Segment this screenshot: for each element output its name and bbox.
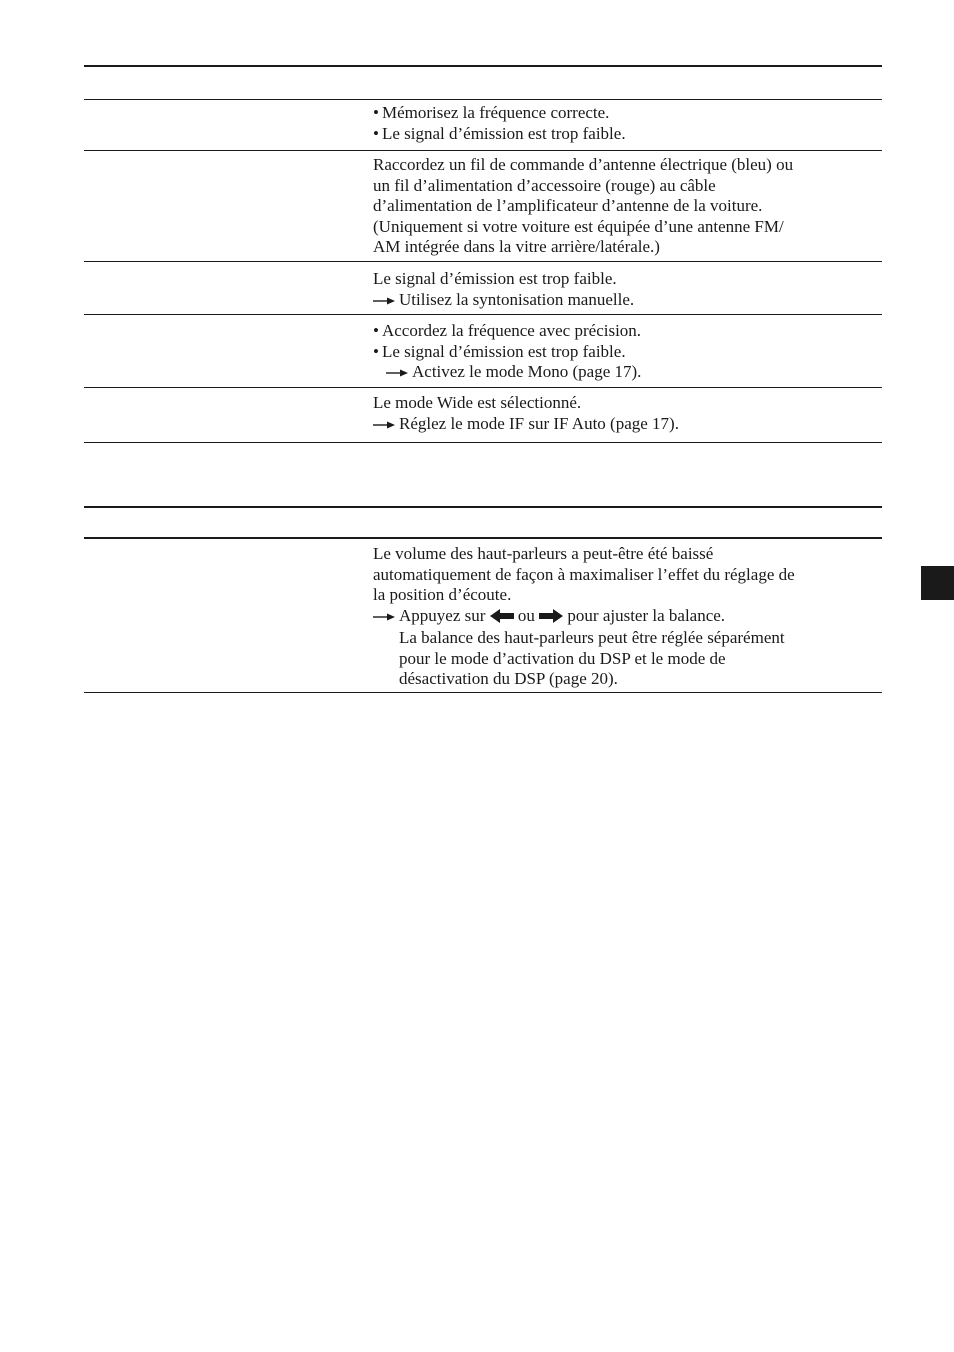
table1-row-3-cell [373,269,878,310]
arrow-line-text: pour ajuster la balance. [567,605,726,625]
arrow-line [373,606,883,629]
text-line: Le mode Wide est sélectionné. [373,393,582,412]
text-line: désactivation du DSP (page 20). [399,669,618,688]
right-arrow-key-icon [539,608,563,629]
text-line: d’alimentation de l’amplificateur d’antenne de la voiture. [373,196,763,215]
left-arrow-key-icon [490,608,514,629]
bullet-line: • Le signal d’émission est trop faible. [373,342,878,363]
arrow-line-text: Activez le mode Mono (page 17). [412,362,642,381]
text-line: pour le mode d’activation du DSP et le mode de [399,648,726,668]
right-arrow-icon [386,362,412,383]
section-thumb-tab [921,566,954,600]
table1-top-rule [84,65,882,67]
table1-row-2-cell [373,155,878,258]
table1-row-1-cell [373,103,878,144]
arrow-line [373,290,878,311]
text-line: la position d’écoute. [373,585,512,604]
arrow-line [373,362,878,383]
right-arrow-icon [373,414,399,435]
text-line: AM intégrée dans la vitre arrière/latérale.) [373,237,660,256]
table1-row-4-cell [373,321,878,383]
table1-row-5-cell [373,393,878,434]
arrow-line-text: Utilisez la syntonisation manuelle. [399,289,635,309]
text-line: Le signal d’émission est trop faible. [373,269,617,288]
bullet-line: • Le signal d’émission est trop faible. [373,124,878,145]
arrow-line-text: Réglez le mode IF sur IF Auto (page 17). [399,413,679,433]
table2-bottom-rule [84,692,882,693]
table1-header-rule [84,99,882,100]
table1-row-divider [84,150,882,151]
text-line: automatiquement de façon à maximaliser l’effet du réglage de [373,564,795,584]
text-line: un fil d’alimentation d’accessoire (rouge) au câble [373,175,716,195]
text-line: Raccordez un fil de commande d’antenne électrique (bleu) ou [373,155,794,174]
table2-top-rule [84,506,882,508]
right-arrow-icon [373,290,399,311]
table2-header-rule [84,537,882,539]
table1-row-divider [84,387,882,388]
bullet-line: • Mémorisez la fréquence correcte. [373,103,878,124]
arrow-line-text: Appuyez sur [399,605,486,625]
table1-row-divider [84,261,882,262]
table2-row-1-cell [373,544,883,690]
right-arrow-icon [373,606,399,627]
text-line: (Uniquement si votre voiture est équipée d’une antenne FM/ [373,216,784,236]
arrow-line [373,414,878,435]
bullet-line: • Accordez la fréquence avec précision. [373,321,878,342]
table1-row-divider [84,314,882,315]
table1-bottom-rule [84,442,882,443]
text-line: La balance des haut-parleurs peut être réglée séparément [399,628,785,647]
text-line: Le volume des haut-parleurs a peut-être été baissé [373,544,714,563]
arrow-line-text: ou [517,605,535,625]
